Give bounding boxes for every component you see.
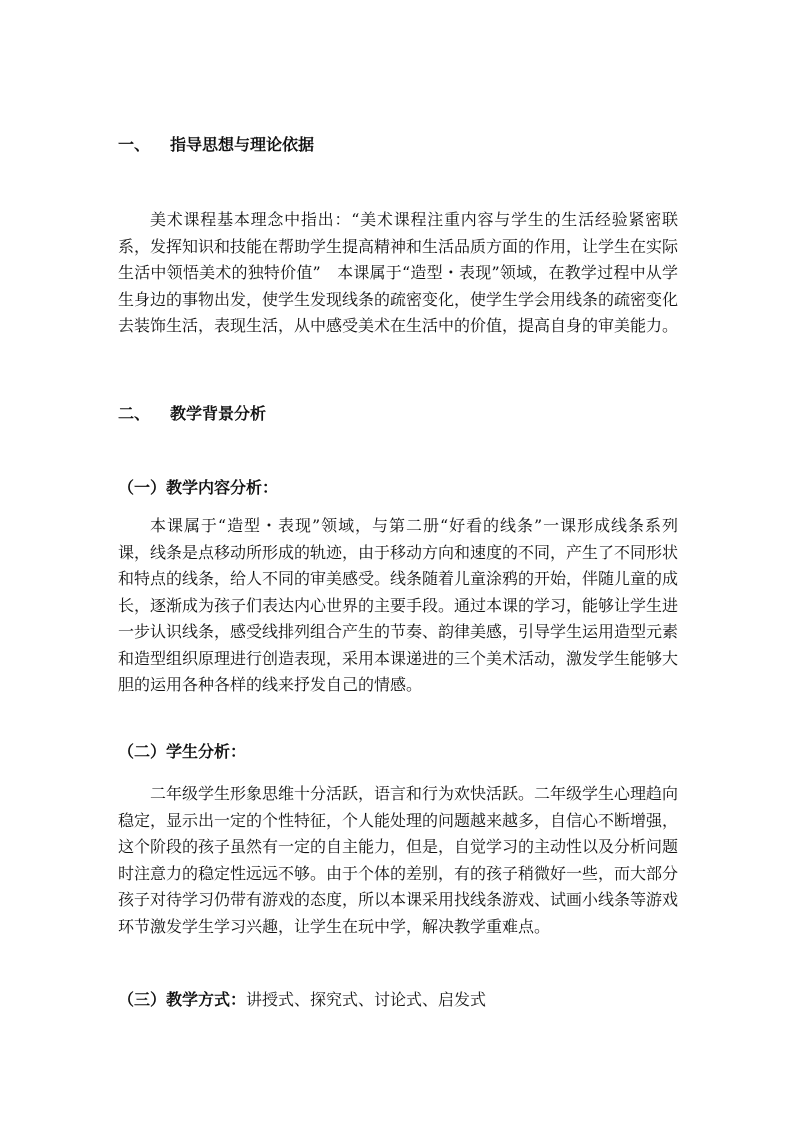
paragraph-guiding-ideology: 美术课程基本理念中指出：“美术课程注重内容与学生的生活经验紧密联系，发挥知识和技能在帮助学生提高精神和生活品质方面的作用，让学生在实际生活中领悟美术的独特价值” 本课属于“造型・表现”领域，在教学过程中从学生身边的事物出发，使学生发现线条的疏密变化，使学生学会用线条的疏密变化去装饰生活，表现生活，从中感受美术在生活中的价值，提高自身的审美能力。	[118, 210, 679, 335]
paragraph-content-analysis: 本课属于“造型・表现”领域，与第二册“好看的线条”一课形成线条系列课，线条是点移动所形成的轨迹，由于移动方向和速度的不同，产生了不同形状和特点的线条，给人不同的审美感受。线条随着儿童涂鸦的开始，伴随儿童的成长，逐渐成为孩子们表达内心世界的主要手段。通过本课的学习，能够让学生进一步认识线条，感受线排列组合产生的节奏、韵律美感，引导学生运用造型元素和造型组织原理进行创造表现，采用本课递进的三个美术活动，激发学生能够大胆的运用各种各样的线来抒发自己的情感。	[118, 516, 679, 694]
paragraph-student-analysis: 二年级学生形象思维十分活跃，语言和行为欢快活跃。二年级学生心理趋向稳定，显示出一定的个性特征，个人能处理的问题越来越多，自信心不断增强，这个阶段的孩子虽然有一定的自主能力，但是，自觉学习的主动性以及分析问题时注意力的稳定性远远不够。由于个体的差别，有的孩子稍微好一些，而大部分孩子对待学习仍带有游戏的态度，所以本课采用找线条游戏、试画小线条等游戏环节激发学生学习兴趣，让学生在玩中学，解决教学重难点。	[118, 784, 679, 936]
teaching-method-label: （三）教学方式：	[118, 990, 247, 1009]
teaching-method-value: 讲授式、探究式、讨论式、启发式	[246, 990, 487, 1009]
subsection-heading-content-analysis: （一）教学内容分析：	[118, 478, 279, 497]
section-title: 指导思想与理论依据	[170, 135, 315, 154]
section-heading-2	[118, 403, 266, 425]
subsection-heading-teaching-method	[118, 989, 486, 1011]
section-number: 二、	[118, 404, 151, 423]
section-heading-1	[118, 134, 314, 156]
subsection-heading-student-analysis: （二）学生分析：	[118, 742, 247, 761]
section-number: 一、	[118, 135, 151, 154]
section-title: 教学背景分析	[170, 404, 267, 423]
